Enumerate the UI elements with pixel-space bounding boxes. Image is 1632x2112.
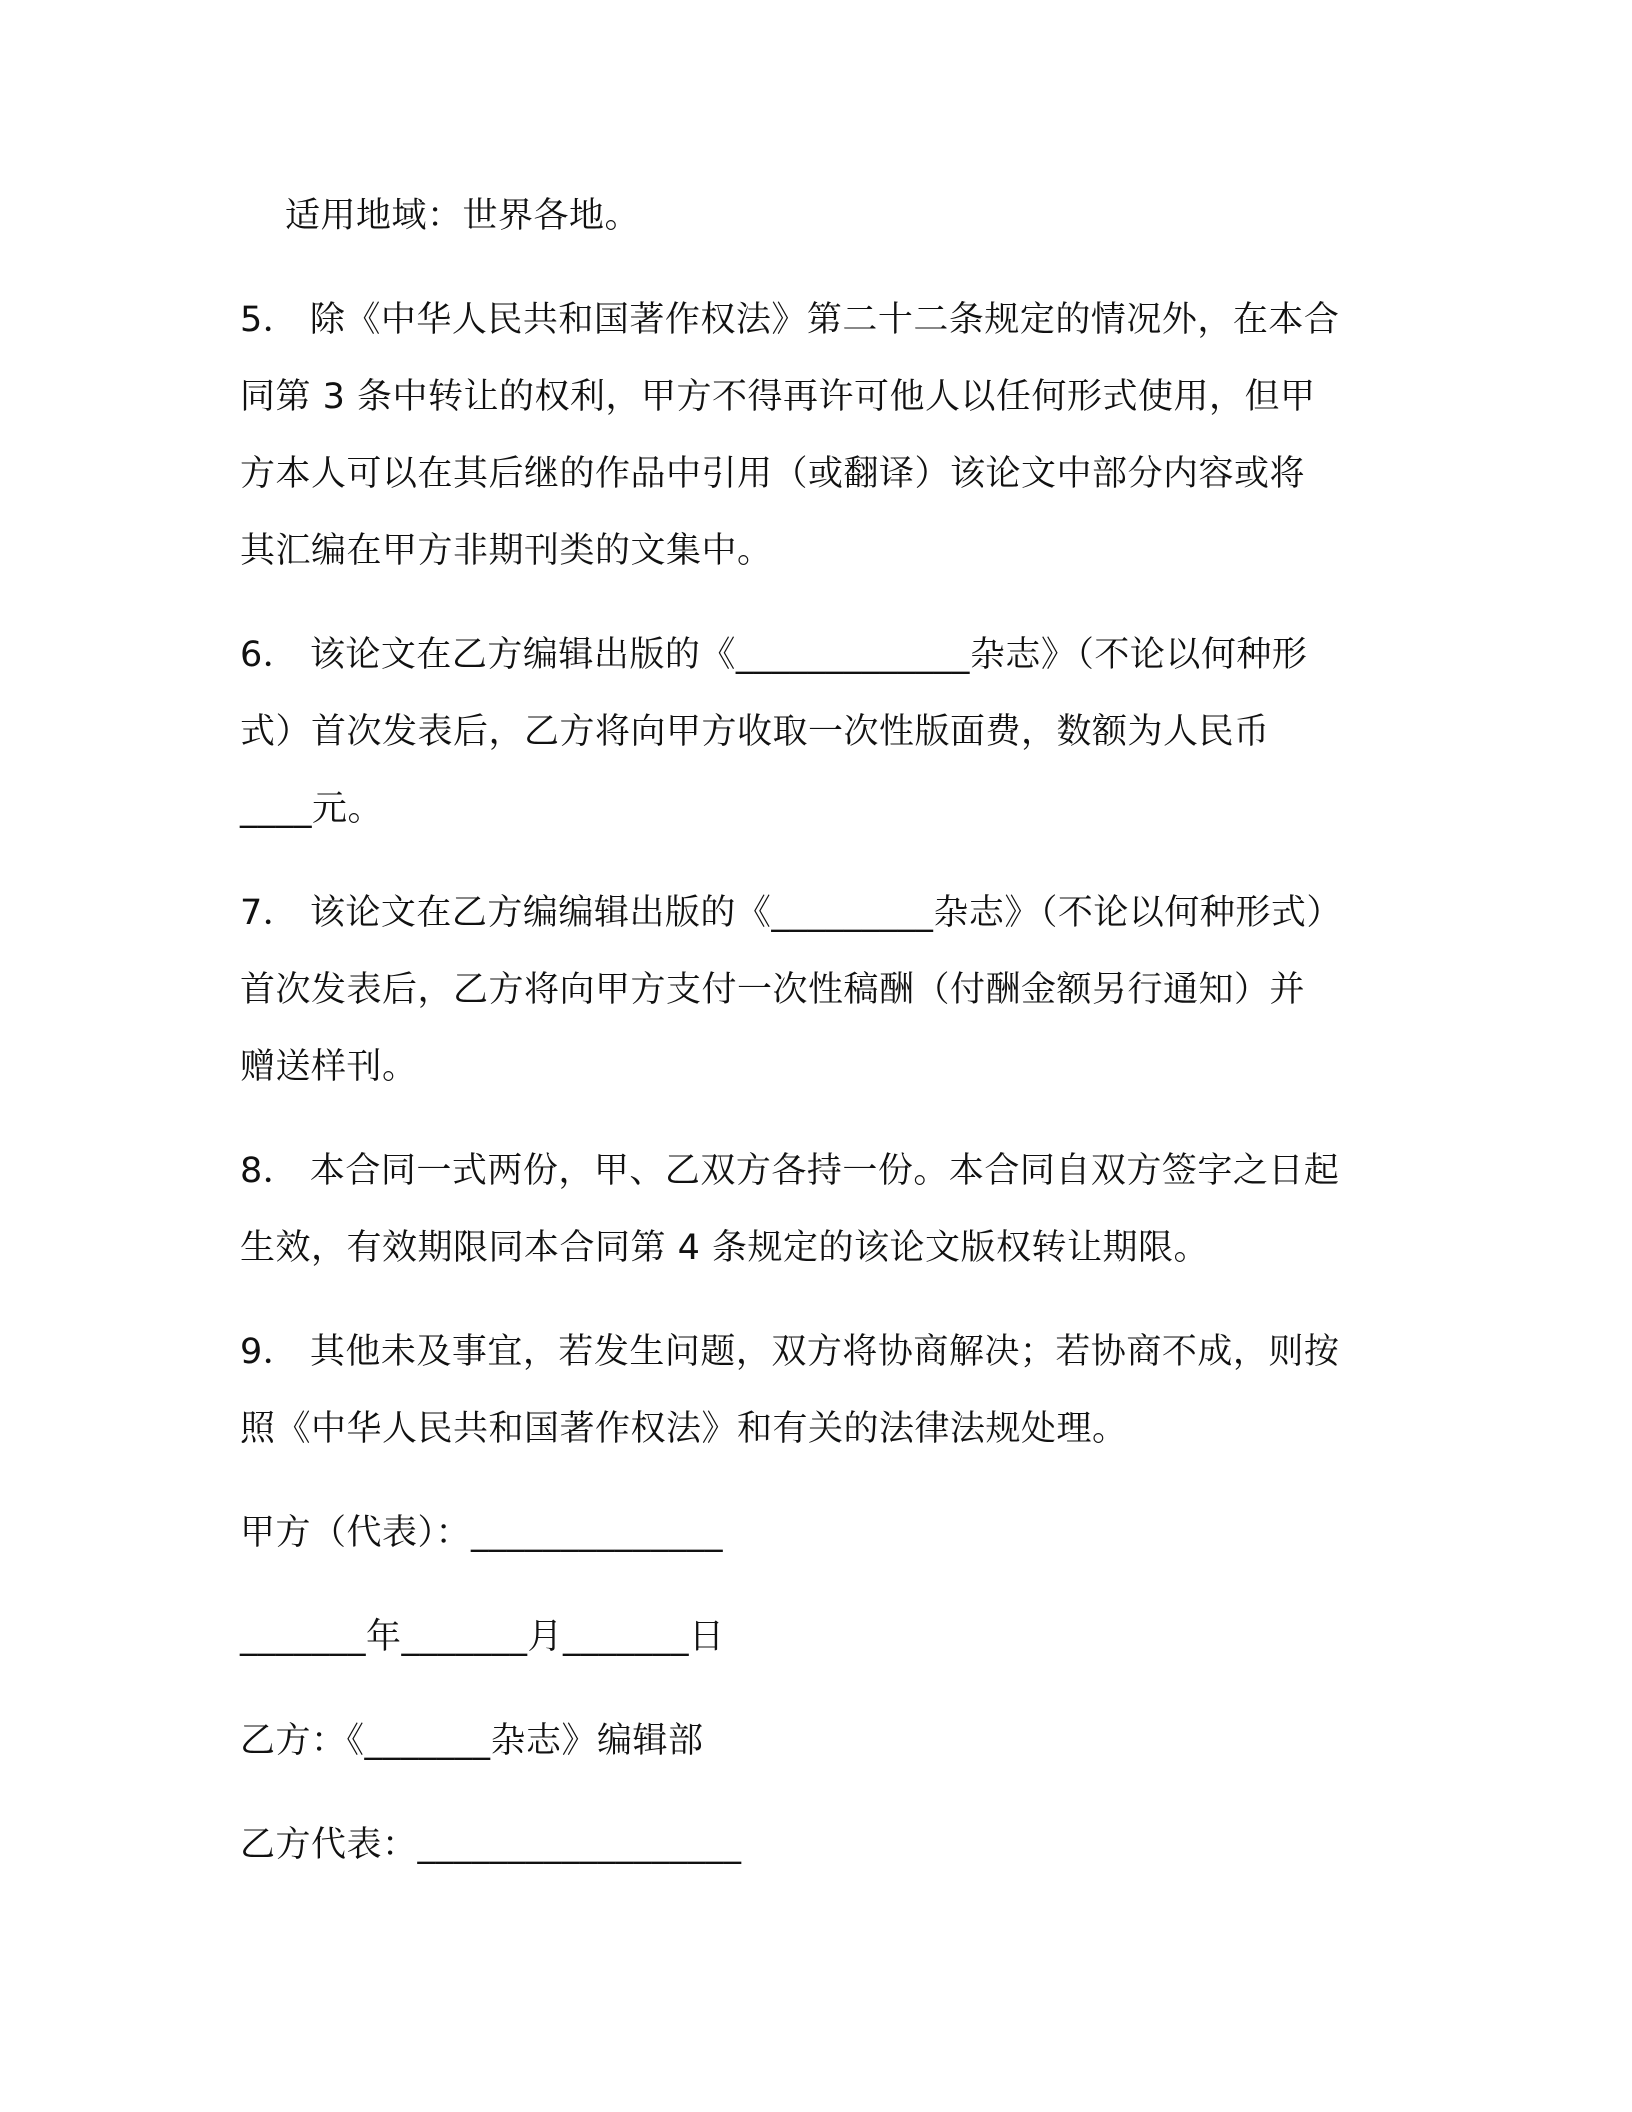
party-a-representative-signature: 甲方（代表）：______________ <box>240 1513 724 1553</box>
signing-date-line: _______年_______月_______日 <box>240 1617 725 1657</box>
clause-5-line-2: 同第 3 条中转让的权利，甲方不得再许可他人以任何形式使用，但甲 <box>240 377 1316 417</box>
clause-6-line-3: ____元。 <box>240 789 384 829</box>
party-b-representative-signature: 乙方代表：__________________ <box>240 1825 742 1865</box>
clause-9-line-1: 9． 其他未及事宜，若发生问题，双方将协商解决；若协商不成，则按 <box>240 1332 1340 1372</box>
clause-7-line-3: 赠送样刊。 <box>240 1047 418 1087</box>
clause-5-line-3: 方本人可以在其后继的作品中引用（或翻译）该论文中部分内容或将 <box>240 454 1306 494</box>
clause-6-line-1: 6． 该论文在乙方编辑出版的《_____________杂志》（不论以何种形 <box>240 635 1308 675</box>
clause-5-line-1: 5． 除《中华人民共和国著作权法》第二十二条规定的情况外，在本合 <box>240 300 1340 340</box>
clause-8-line-2: 生效，有效期限同本合同第 4 条规定的该论文版权转让期限。 <box>240 1228 1210 1268</box>
clause-7-line-2: 首次发表后，乙方将向甲方支付一次性稿酬（付酬金额另行通知）并 <box>240 970 1306 1010</box>
clause-8-line-1: 8． 本合同一式两份，甲、乙双方各持一份。本合同自双方签字之日起 <box>240 1151 1340 1191</box>
clause-6-line-2: 式）首次发表后，乙方将向甲方收取一次性版面费，数额为人民币 <box>240 712 1270 752</box>
party-b-editorial-department: 乙方：《_______杂志》编辑部 <box>240 1721 704 1761</box>
text-line-applicable-region: 适用地域：世界各地。 <box>285 196 641 236</box>
clause-7-line-1: 7． 该论文在乙方编编辑出版的《_________杂志》（不论以何种形式） <box>240 893 1342 933</box>
clause-9-line-2: 照《中华人民共和国著作权法》和有关的法律法规处理。 <box>240 1409 1128 1449</box>
clause-5-line-4: 其汇编在甲方非期刊类的文集中。 <box>240 531 773 571</box>
